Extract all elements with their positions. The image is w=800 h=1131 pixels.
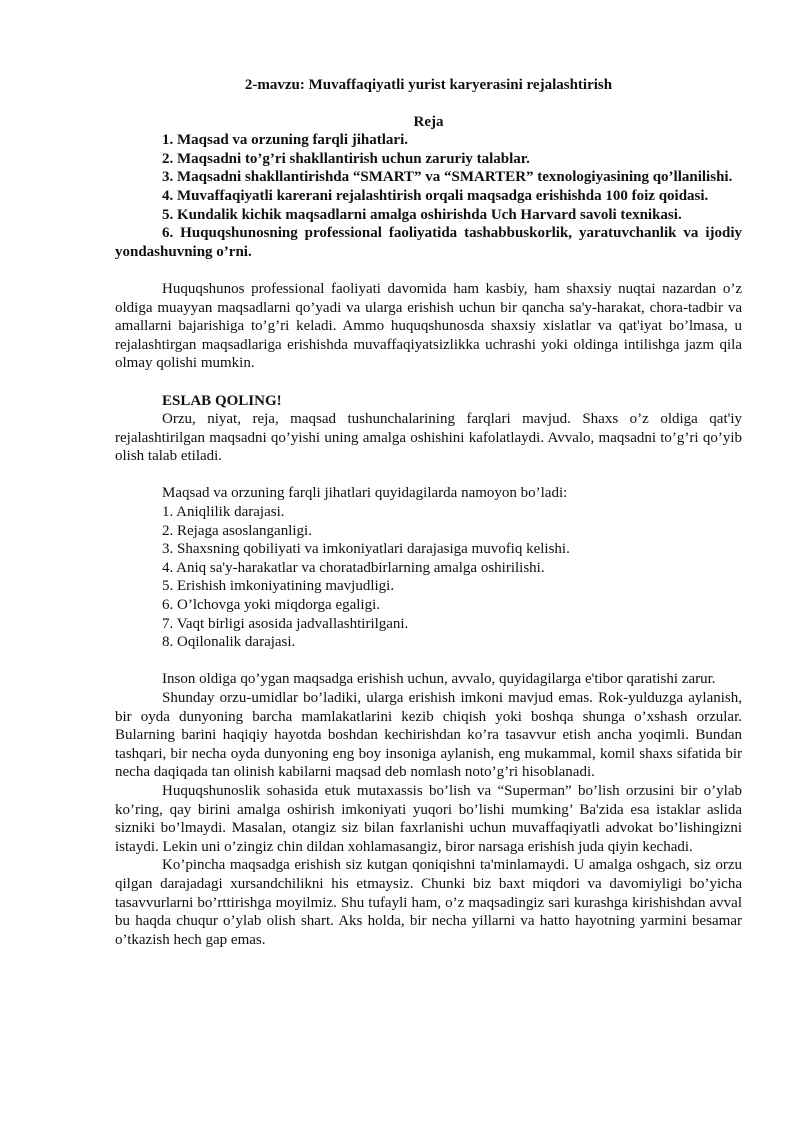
body-paragraph: Inson oldiga qo’ygan maqsadga erishish uchun, avvalo, quyidagilarga e'tibor qaratishi zarur.: [162, 671, 716, 688]
list-item: 3. Shaxsning qobiliyati va imkoniyatlari darajasiga muvofiq kelishi.: [162, 541, 570, 558]
body-paragraph: Huquqshunoslik sohasida etuk mutaxassis bo’lish va “Superman” bo’lish orzusini bir o’ylab ko’ring, qay birini amalga oshirish imkoniyati yuqori bo’lishi mumking’ Ba'zida esa istaklar aslida sizniki bo’lmaydi. Masalan, otangiz siz bilan faxrlanishi uchun muvaffaqiyatli advokat bo’lishingizni istaydi. Lekin uni o’zingiz chin dildan xohlamasangiz, biror narsaga erishish juda qiyin kechadi.: [115, 782, 742, 855]
spacer: [115, 261, 742, 280]
body-paragraph: Ko’pincha maqsadga erishish siz kutgan qoniqishni ta'minlamaydi. U amalga oshgach, siz orzu qilgan darajadagi xursandchilikni his etmaysiz. Chunki biz baxt miqdori va davomiyligi bo’yicha tasavvurlarni bo’rttirishga moyilmiz. Shu tufayli ham, o’z maqsadingiz sari kurashga kirishishdan avval bu haqda chuqur o’ylab olish shart. Aks holda, bir necha yillarni va hatto hayotning yarmini besamar o’tkazish hech gap emas.: [115, 857, 742, 948]
differences-lead: Maqsad va orzuning farqli jihatlari quyidagilarda namoyon bo’ladi:: [162, 485, 568, 502]
plan-item: 3. Maqsadni shakllantirishda “SMART” va “SMARTER” texnologiyasining qo’llanilishi.: [162, 169, 733, 186]
plan-item: 2. Maqsadni to’g’ri shakllantirish uchun zaruriy talablar.: [162, 150, 530, 167]
remember-heading: ESLAB QOLING!: [162, 392, 282, 409]
plan-item: 5. Kundalik kichik maqsadlarni amalga oshirishda Uch Harvard savoli texnikasi.: [162, 206, 682, 223]
document-title: 2-mavzu: Muvaffaqiyatli yurist karyerasini rejalashtirish: [244, 77, 613, 93]
list-item: 7. Vaqt birligi asosida jadvallashtirilgani.: [162, 615, 409, 632]
list-item: 4. Aniq sa'y-harakatlar va choratadbirlarning amalga oshirilishi.: [162, 559, 545, 576]
plan-item: 4. Muvaffaqiyatli karerani rejalashtirish orqali maqsadga erishishda 100 foiz qoidasi.: [162, 187, 709, 204]
list-item: 5. Erishish imkoniyatining mavjudligi.: [162, 578, 395, 595]
intro-paragraph: Huquqshunos professional faoliyati davomida ham kasbiy, ham shaxsiy nuqtai nazardan o’z oldiga muayyan maqsadlarni qo’yadi va ularga erishish uchun bir qancha sa'y-harakat, chora-tadbir va amallarni bajarishiga to’g’ri keladi. Ammo huquqshunosda shaxsiy xislatlar va qat'iyat bo’lmasa, u rejalashtirgan maqsadlariga erishishda muvaffaqiyatsizlikka uchrashi yoki oldinga intilishga jazm qila olmay qolishi mumkin.: [115, 280, 742, 372]
spacer: [115, 373, 742, 392]
list-item: 8. Oqilonalik darajasi.: [162, 634, 296, 651]
list-item: 1. Aniqlilik darajasi.: [162, 504, 285, 521]
spacer: [115, 652, 742, 671]
plan-item: 1. Maqsad va orzuning farqli jihatlari.: [162, 132, 408, 149]
list-item: 2. Rejaga asoslanganligi.: [162, 522, 312, 539]
list-item: 6. O’lchovga yoki miqdorga egaligi.: [162, 597, 381, 614]
plan-item: 6. Huquqshunosning professional faoliyatida tashabbuskorlik, yaratuvchanlik va ijodiy yondashuvning o’rni.: [115, 225, 742, 260]
body-paragraph: Shunday orzu-umidlar bo’ladiki, ularga erishish imkoni mavjud emas. Rok-yulduzga aylanish, bir oyda dunyoning barcha mamlakatlarini kezib chiqish yoki boshqa shunga o’xshash orzular. Bularning barini haqiqiy hayotda boshdan kechirishdan ko’ra tasavvur etish ancha yoqimli. Bundan tashqari, bir necha oyda dunyoning eng boy insoniga aylanish, eng mukammal, komil shaxs sifatida bir necha daqiqada tan olinish kabilarni maqsad deb nomlash noto’g’ri hisoblanadi.: [115, 690, 742, 781]
remember-paragraph: Orzu, niyat, reja, maqsad tushunchalarining farqlari mavjud. Shaxs o’z oldiga qat'iy rejalashtirilgan maqsadni qo’yishi uning amalga oshishini kafolatlaydi. Avvalo, maqsadni to’g’ri qo’yib olish talab etiladi.: [115, 411, 742, 465]
document-page: [115, 76, 742, 949]
plan-heading: Reja: [413, 113, 444, 130]
spacer: [115, 466, 742, 485]
